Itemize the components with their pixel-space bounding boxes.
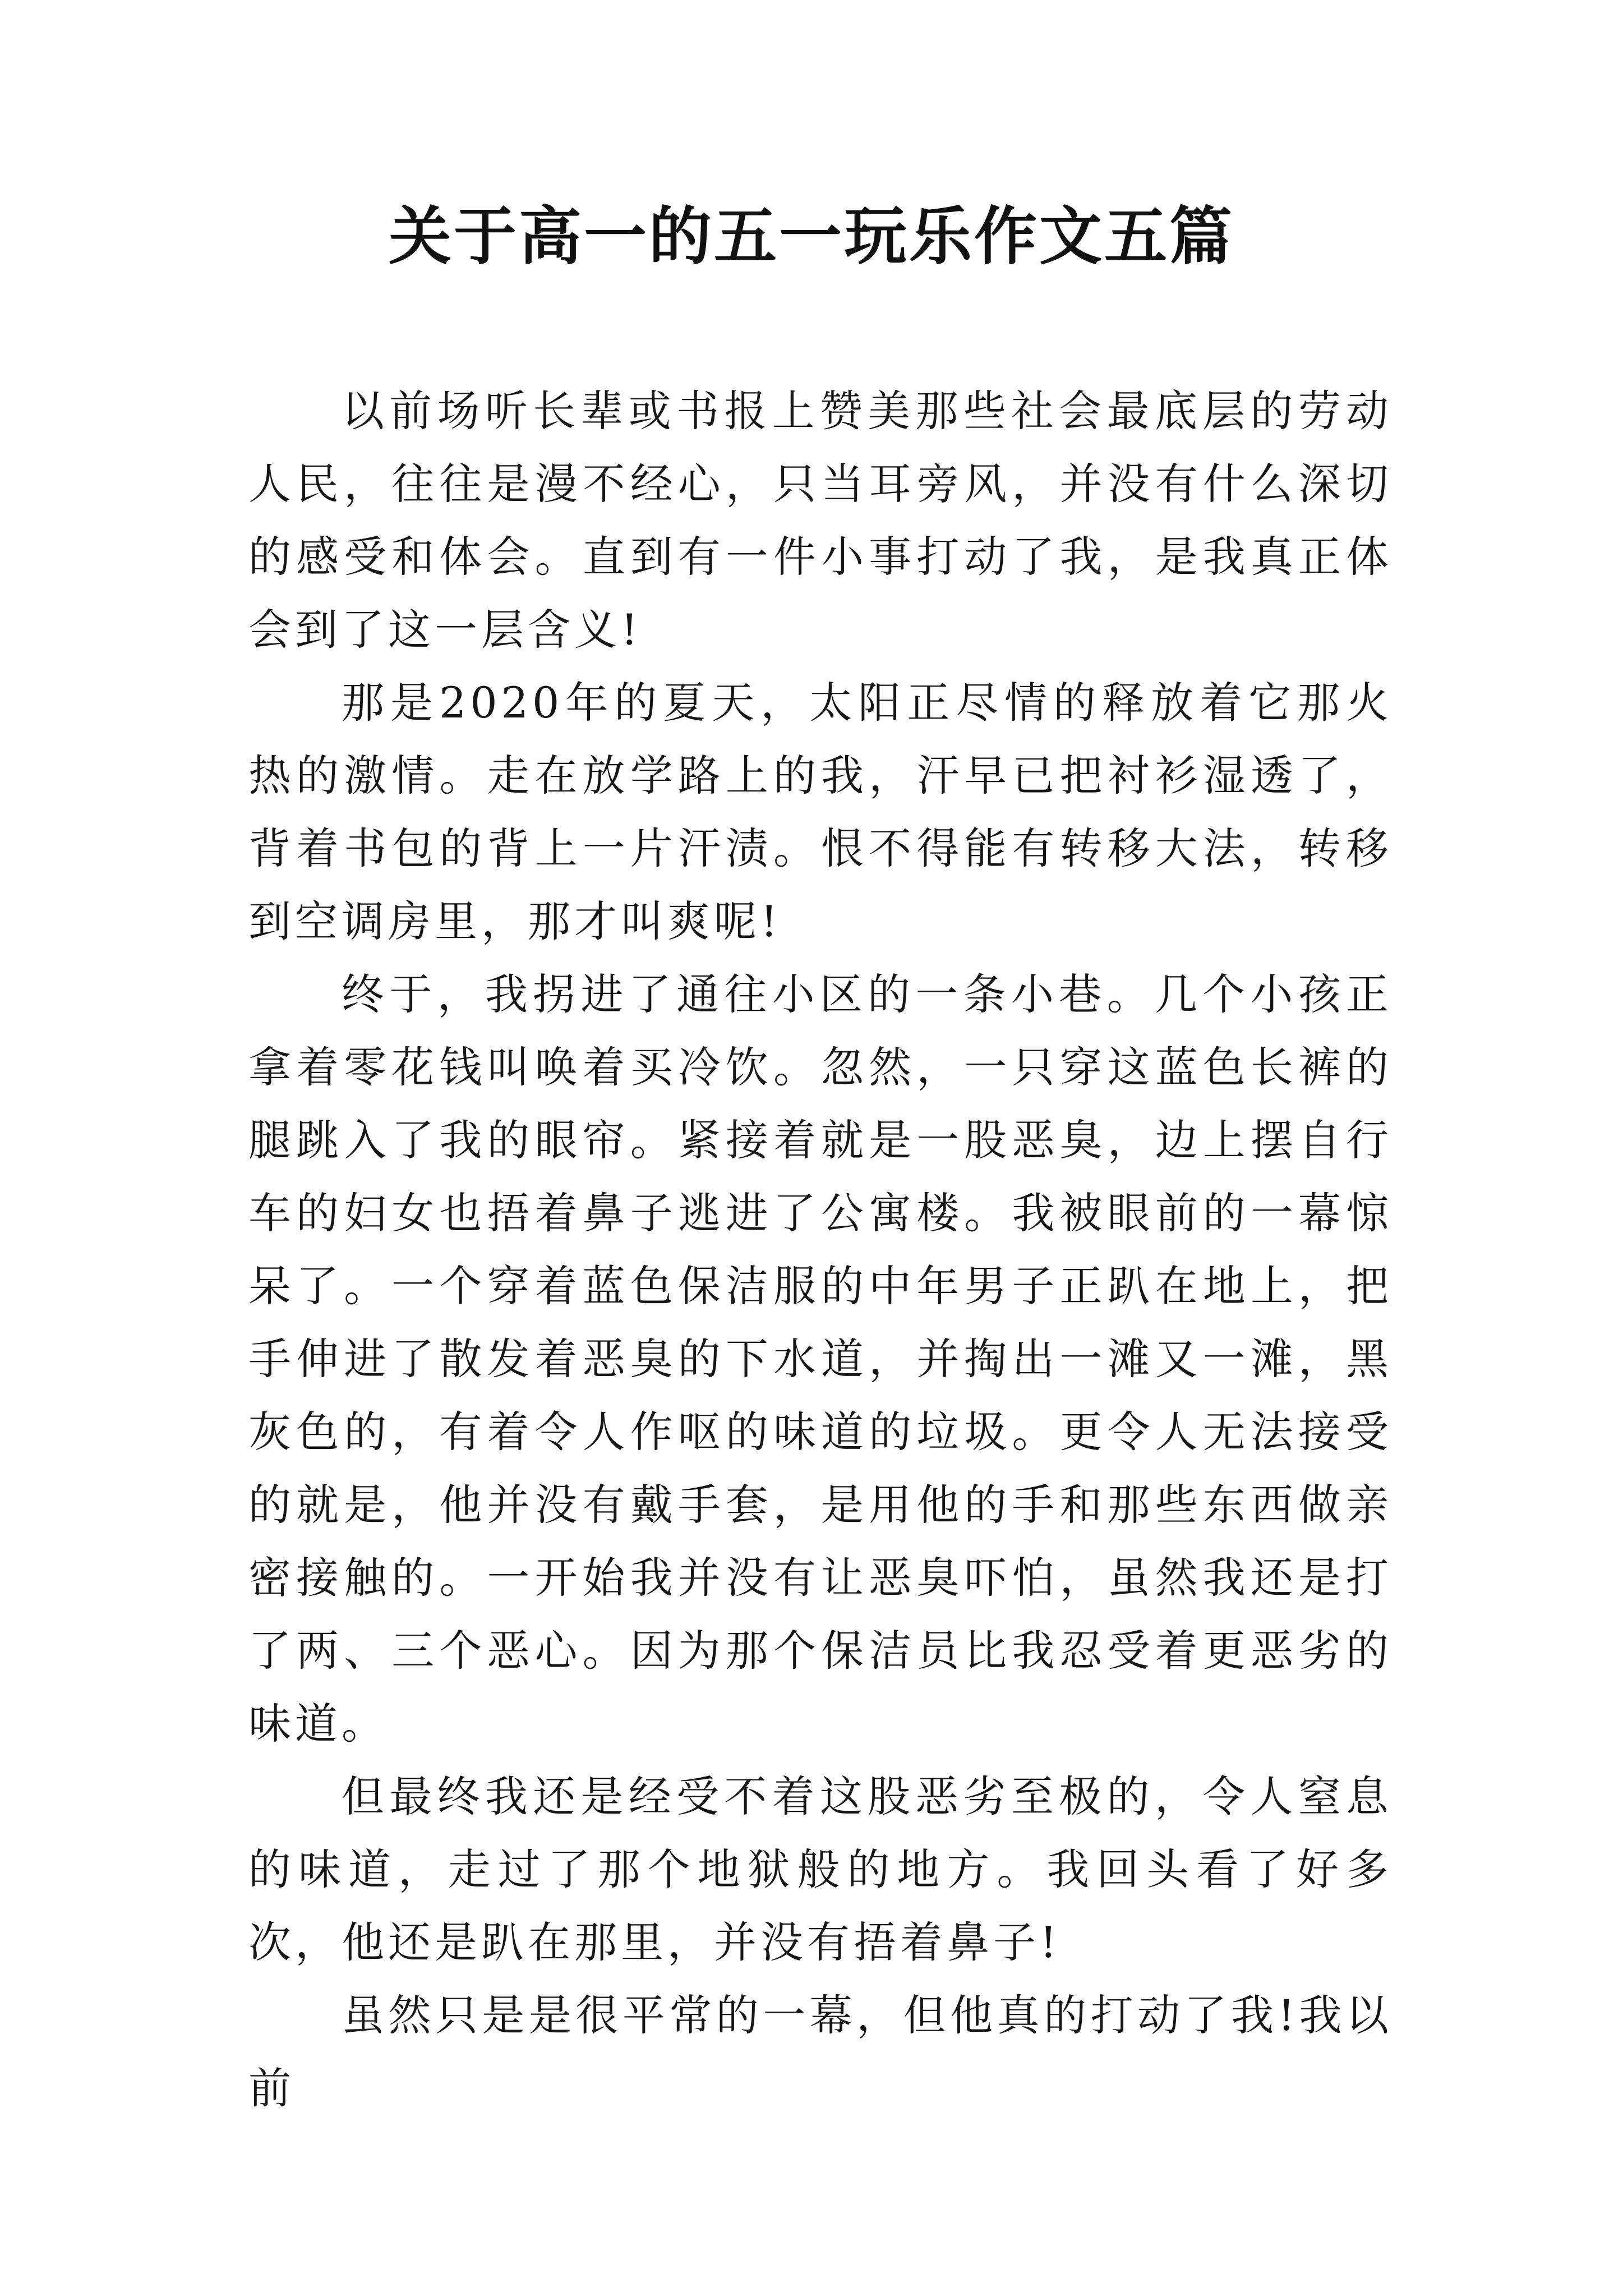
- document-body: [248, 375, 1393, 2125]
- paragraph: 虽然只是是很平常的一幕，但他真的打动了我!我以前: [248, 1990, 1393, 2113]
- paragraph: 但最终我还是经受不着这股恶劣至极的，令人窒息的味道，走过了那个地狱般的地方。我回头看了好多次，他还是趴在那里，并没有捂着鼻子!: [248, 1772, 1393, 1967]
- paragraph: 终于，我拐进了通往小区的一条小巷。几个小孩正拿着零花钱叫唤着买冷饮。忽然，一只穿这蓝色长裤的腿跳入了我的眼帘。紧接着就是一股恶臭，边上摆自行车的妇女也捂着鼻子逃进了公寓楼。我被眼前的一幕惊呆了。一个穿着蓝色保洁服的中年男子正趴在地上，把手伸进了散发着恶臭的下水道，并掏出一滩又一滩，黑灰色的，有着令人作呕的味道的垃圾。更令人无法接受的就是，他并没有戴手套，是用他的手和那些东西做亲密接触的。一开始我并没有让恶臭吓怕，虽然我还是打了两、三个恶心。因为那个保洁员比我忍受着更恶劣的味道。: [248, 969, 1393, 1749]
- paragraph: 以前场听长辈或书报上赞美那些社会最底层的劳动人民，往往是漫不经心，只当耳旁风，并没有什么深切的感受和体会。直到有一件小事打动了我，是我真正体会到了这一层含义!: [248, 386, 1393, 655]
- paragraph: 那是2020年的夏天，太阳正尽情的释放着它那火热的激情。走在放学路上的我，汗早已把衬衫湿透了，背着书包的背上一片汗渍。恨不得能有转移大法，转移到空调房里，那才叫爽呢!: [248, 678, 1393, 946]
- document-title: 关于高一的五一玩乐作文五篇: [389, 200, 1234, 273]
